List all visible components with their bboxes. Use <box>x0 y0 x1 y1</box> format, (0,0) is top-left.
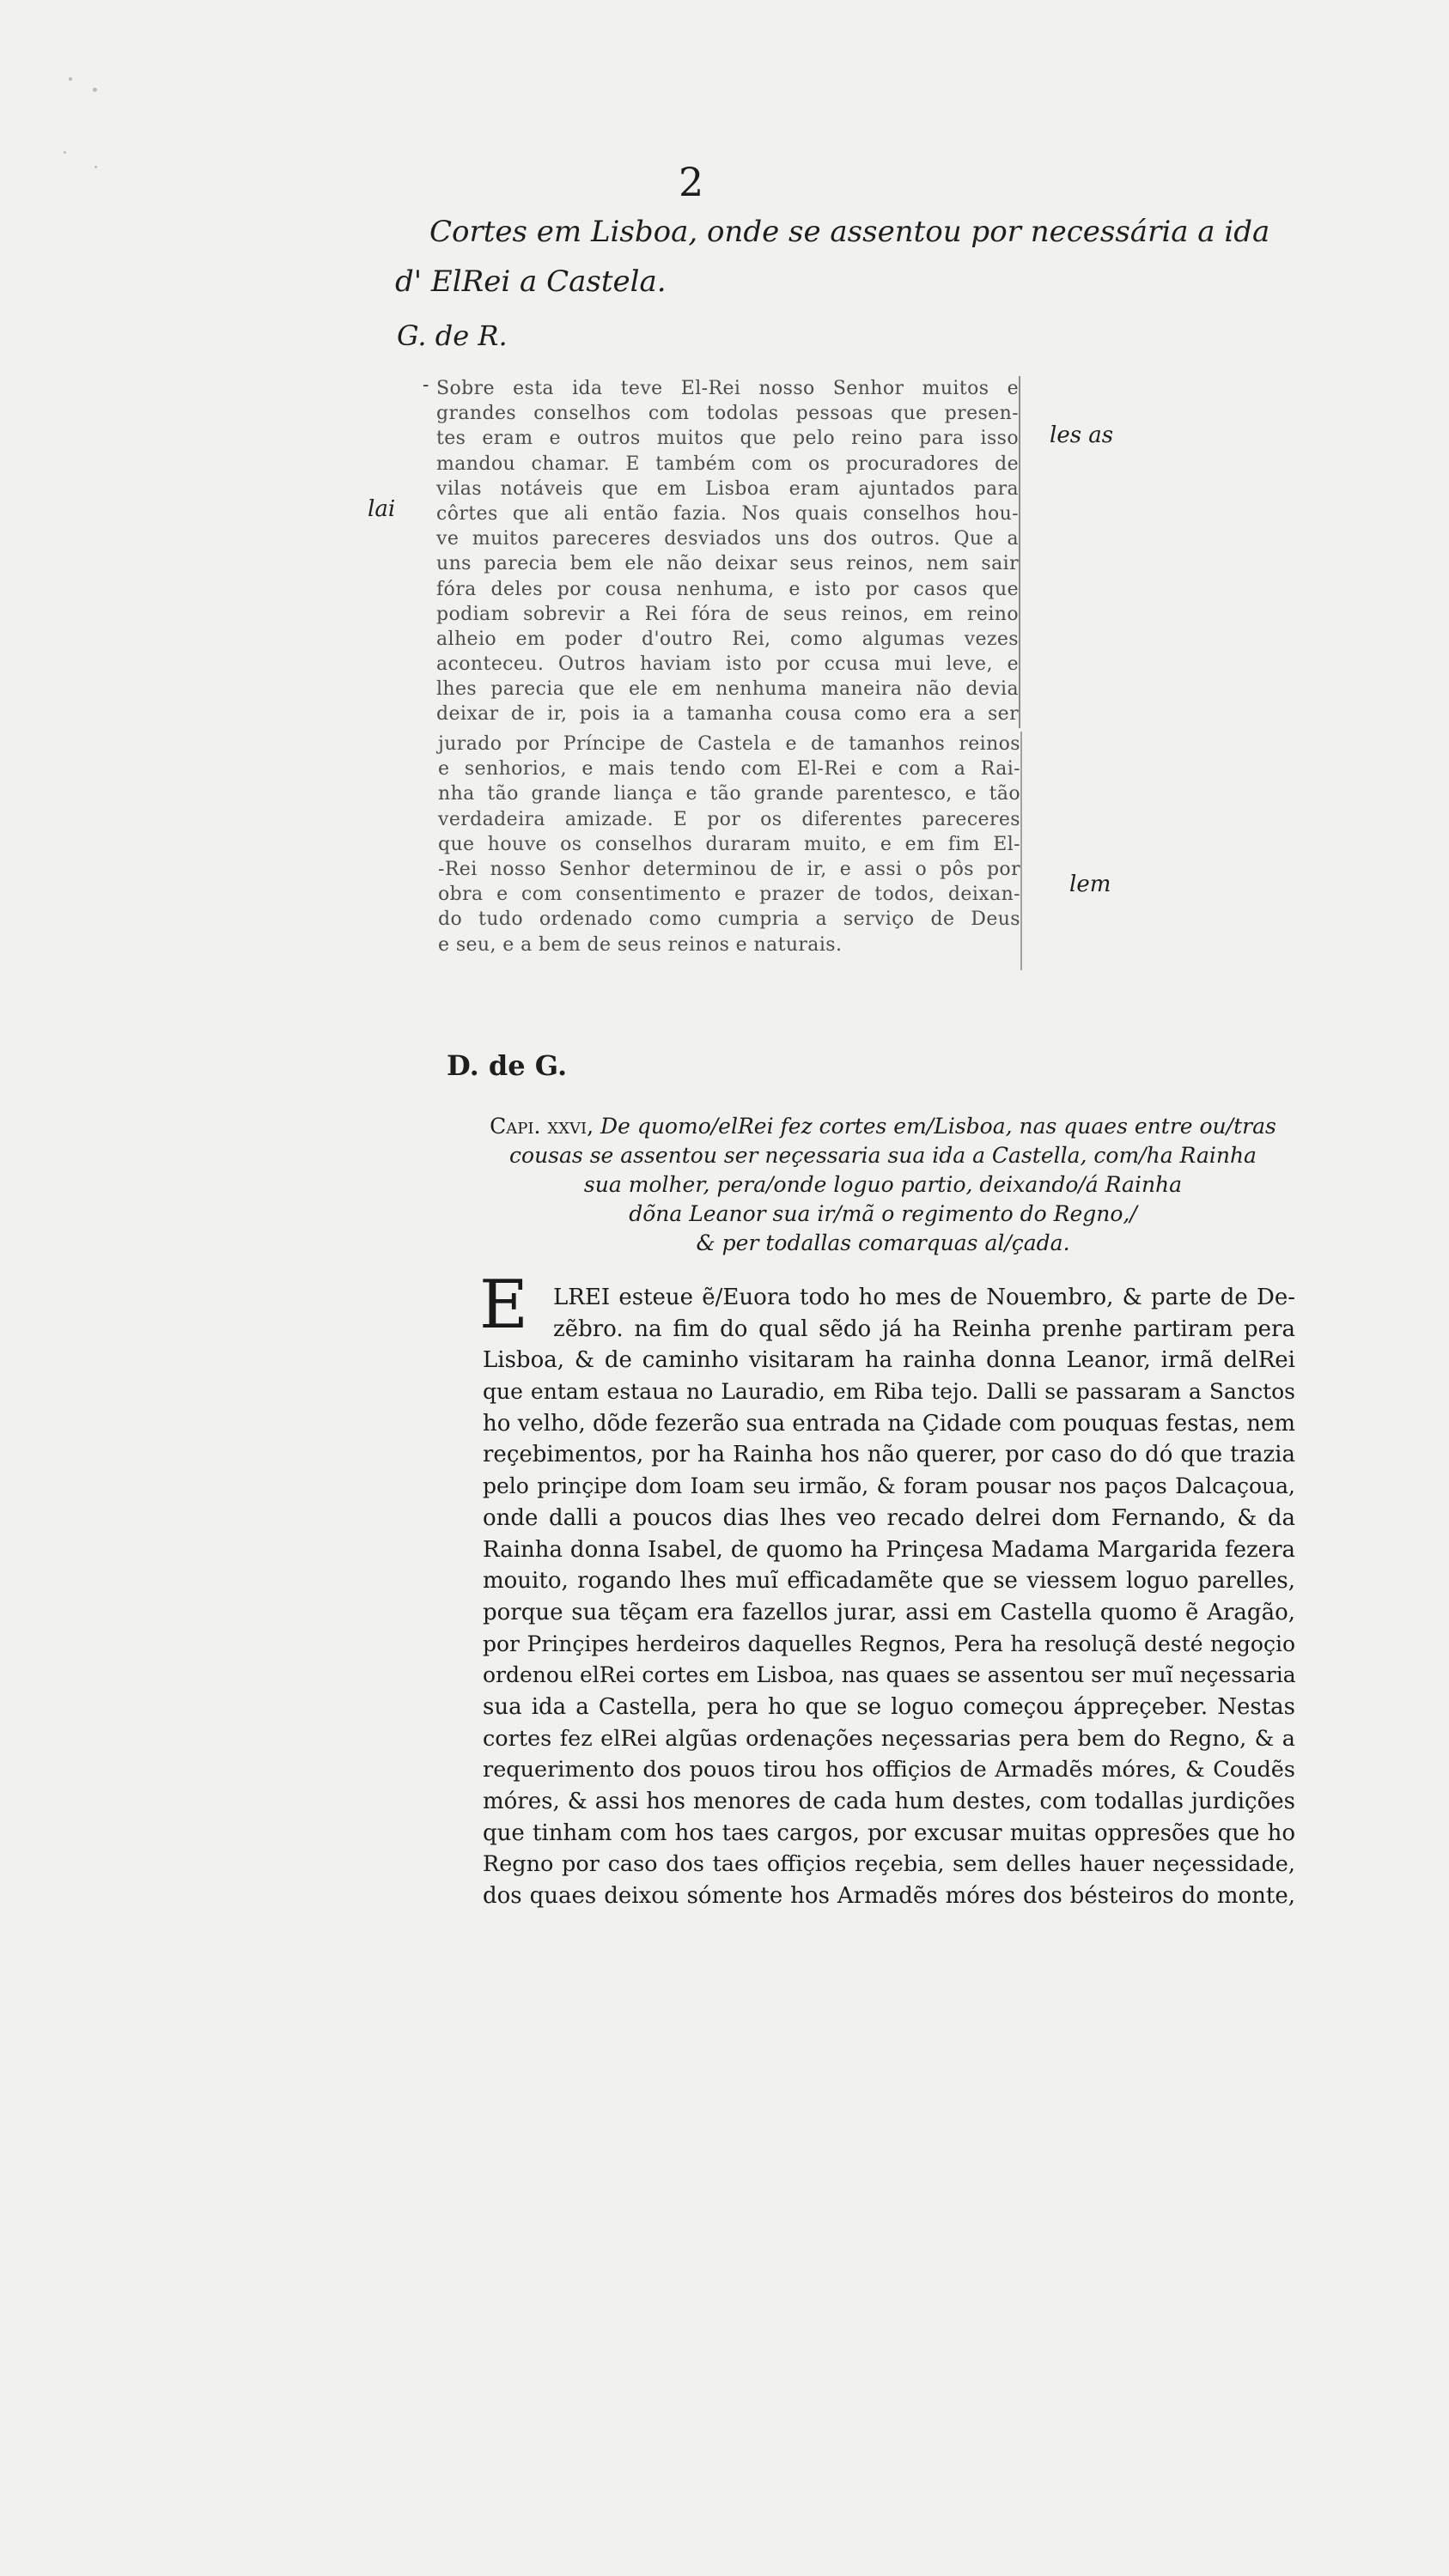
clipping-line: grandes conselhos com todolas pessoas que presen- <box>436 403 1019 425</box>
body-line: Regno por caso dos taes offiçios reçebia, sem delles hauer neçessidade, <box>483 1851 1295 1878</box>
body-line: sua ida a Castella, pera ho que se loguo começou áppreçeber. Nestas <box>483 1693 1295 1720</box>
body-line: pelo prinçipe dom Ioam seu irmão, & foram pousar nos paços Dalcaçoua, <box>483 1473 1295 1499</box>
clipping-line: que houve os conselhos duraram muito, e em fim El- <box>438 833 1020 855</box>
chapter-heading-line: & per todallas comarquas al/çada. <box>696 1230 1070 1255</box>
source-label-dg: D. de G. <box>447 1049 568 1082</box>
body-line: mouito, rogando lhes muĩ efficadamẽte que se viessem loguo parelles, <box>483 1568 1295 1595</box>
clipping-line: Sobre esta ida teve El-Rei nosso Senhor muitos e <box>436 378 1019 399</box>
clipping-line: vilas notáveis que em Lisboa eram ajuntados para <box>436 477 1019 500</box>
margin-note-lem: lem <box>1069 872 1111 897</box>
clipping-line: ve muitos pareceres desviados uns dos outros. Que a <box>436 528 1019 550</box>
chapter-heading-line <box>471 1112 1295 1141</box>
margin-note-les-as: les as <box>1050 422 1114 448</box>
clipping-line: uns parecia bem ele não deixar seus reinos, nem sair <box>436 553 1019 575</box>
body-line: LREI esteue ẽ/Euora todo ho mes de Nouembro, & parte de De- <box>553 1285 1295 1310</box>
chapter-heading-line: cousas se assentou ser neçessaria sua ida a Castella, com/ha Rainha <box>509 1143 1257 1168</box>
body-line: Lisboa, & de caminho visitaram ha rainha donna Leanor, irmã delRei <box>483 1347 1295 1374</box>
margin-note-lai: lai <box>368 496 396 522</box>
chapter-heading-line: sua molher, pera/onde loguo partio, deixando/á Rainha <box>583 1172 1183 1197</box>
body-line: onde dalli a poucos dias lhes veo recado delrei dom Fernando, & da <box>483 1504 1295 1531</box>
clipping-line: -Rei nosso Senhor determinou de ir, e assi o pôs por <box>438 858 1020 880</box>
clipping-line: deixar de ir, pois ia a tamanha cousa como era a ser <box>436 703 1019 726</box>
clipping-line: e senhorios, e mais tendo com El-Rei e com a Rai- <box>438 758 1020 781</box>
clipping-line: alheio em poder d'outro Rei, como algumas vezes <box>436 628 1019 650</box>
paper-speck <box>93 88 97 92</box>
chapter-heading-line: dõna Leanor sua ir/mã o regimento do Regno,/ <box>629 1201 1137 1226</box>
clipping-line: tes eram e outros muitos que pelo reino para isso <box>436 428 1019 450</box>
clipping-line: e seu, e a bem de seus reinos e naturais. <box>438 933 843 956</box>
modern-clipping-part-2 <box>438 732 1022 970</box>
body-line: que entam estaua no Lauradio, em Riba tejo. Dalli se passaram a Sanctos <box>483 1379 1295 1405</box>
body-line: zẽbro. na fim do qual sẽdo já ha Reinha prenhe partiram pera <box>553 1315 1295 1342</box>
clipping-line: lhes parecia que ele em nenhuma maneira não devia <box>436 678 1019 701</box>
body-line: cortes fez elRei algũas ordenações neçessarias pera bem do Regno, & a <box>483 1725 1295 1752</box>
clipping-line: nha tão grande liança e tão grande parentesco, e tão <box>438 783 1020 805</box>
paper-speck <box>64 151 66 154</box>
body-line: dos quaes deixou sómente hos Armadẽs móres dos bésteiros do monte, <box>483 1883 1295 1910</box>
clipping-line: fóra deles por cousa nenhuma, e isto por casos que <box>436 578 1019 600</box>
body-line: requerimento dos pouos tirou hos offiçios de Armadẽs móres, & Coudẽs <box>483 1757 1295 1783</box>
clipping-line: verdadeira amizade. E por os diferentes pareceres <box>438 808 1020 830</box>
body-line: móres, & assi hos menores de cada hum destes, com todallas jurdições <box>483 1789 1295 1814</box>
clipping-line: aconteceu. Outros haviam isto por ccusa mui leve, e <box>436 653 1019 676</box>
page-number: 2 <box>679 159 704 205</box>
body-line: porque sua tẽçam era fazellos jurar, assi em Castella quomo ẽ Aragão, <box>483 1599 1295 1625</box>
old-print-clipping <box>471 1103 1295 2576</box>
body-line: reçebimentos, por ha Rainha hos não querer, por caso do dó que trazia <box>483 1442 1295 1468</box>
clipping-line: podiam sobrevir a Rei fóra de seus reinos, em reino <box>436 603 1019 625</box>
modern-clipping-part-1 <box>436 376 1020 728</box>
clipping-line: mandou chamar. E também com os procuradores de <box>436 453 1019 475</box>
clipping-dash: - <box>423 374 429 396</box>
paper-speck <box>69 77 72 81</box>
handwritten-heading-line-2: d' ElRei a Castela. <box>395 264 667 299</box>
body-line: ho velho, dõde fezerão sua entrada na Çidade com pouquas festas, nem <box>483 1410 1296 1437</box>
clipping-line: obra e com consentimento e prazer de todos, deixan- <box>438 884 1020 906</box>
clipping-line: do tudo ordenado como cumpria a serviço de Deus <box>438 908 1020 931</box>
body-line: por Prinçipes herdeiros daquelles Regnos, Pera ha resoluçã desté negoçio <box>483 1631 1295 1656</box>
paper-speck <box>94 166 97 168</box>
chapter-heading-text: De quomo/elRei fez cortes em/Lisboa, nas quaes entre ou/tras <box>600 1114 1276 1139</box>
clipping-line: côrtes que ali então fazia. Nos quais conselhos hou- <box>436 502 1019 525</box>
chapter-body <box>483 1282 1295 1912</box>
source-label-gr: G. de R. <box>397 319 508 352</box>
body-line: que tinham com hos taes cargos, por excusar muitas oppresões que ho <box>483 1820 1295 1846</box>
clipping-line: jurado por Príncipe de Castela e de tamanhos reinos <box>438 733 1020 755</box>
body-line: Rainha donna Isabel, de quomo ha Prinçesa Madama Margarida fezera <box>483 1536 1295 1563</box>
chapter-heading <box>471 1112 1295 1258</box>
drop-cap: E <box>479 1267 528 1344</box>
chapter-label: Capi. xxvi, <box>490 1114 594 1139</box>
body-line: ordenou elRei cortes em Lisboa, nas quaes se assentou ser muĩ neçessaria <box>483 1662 1296 1688</box>
handwritten-heading-line-1: Cortes em Lisboa, onde se assentou por necessária a ida <box>429 215 1270 249</box>
